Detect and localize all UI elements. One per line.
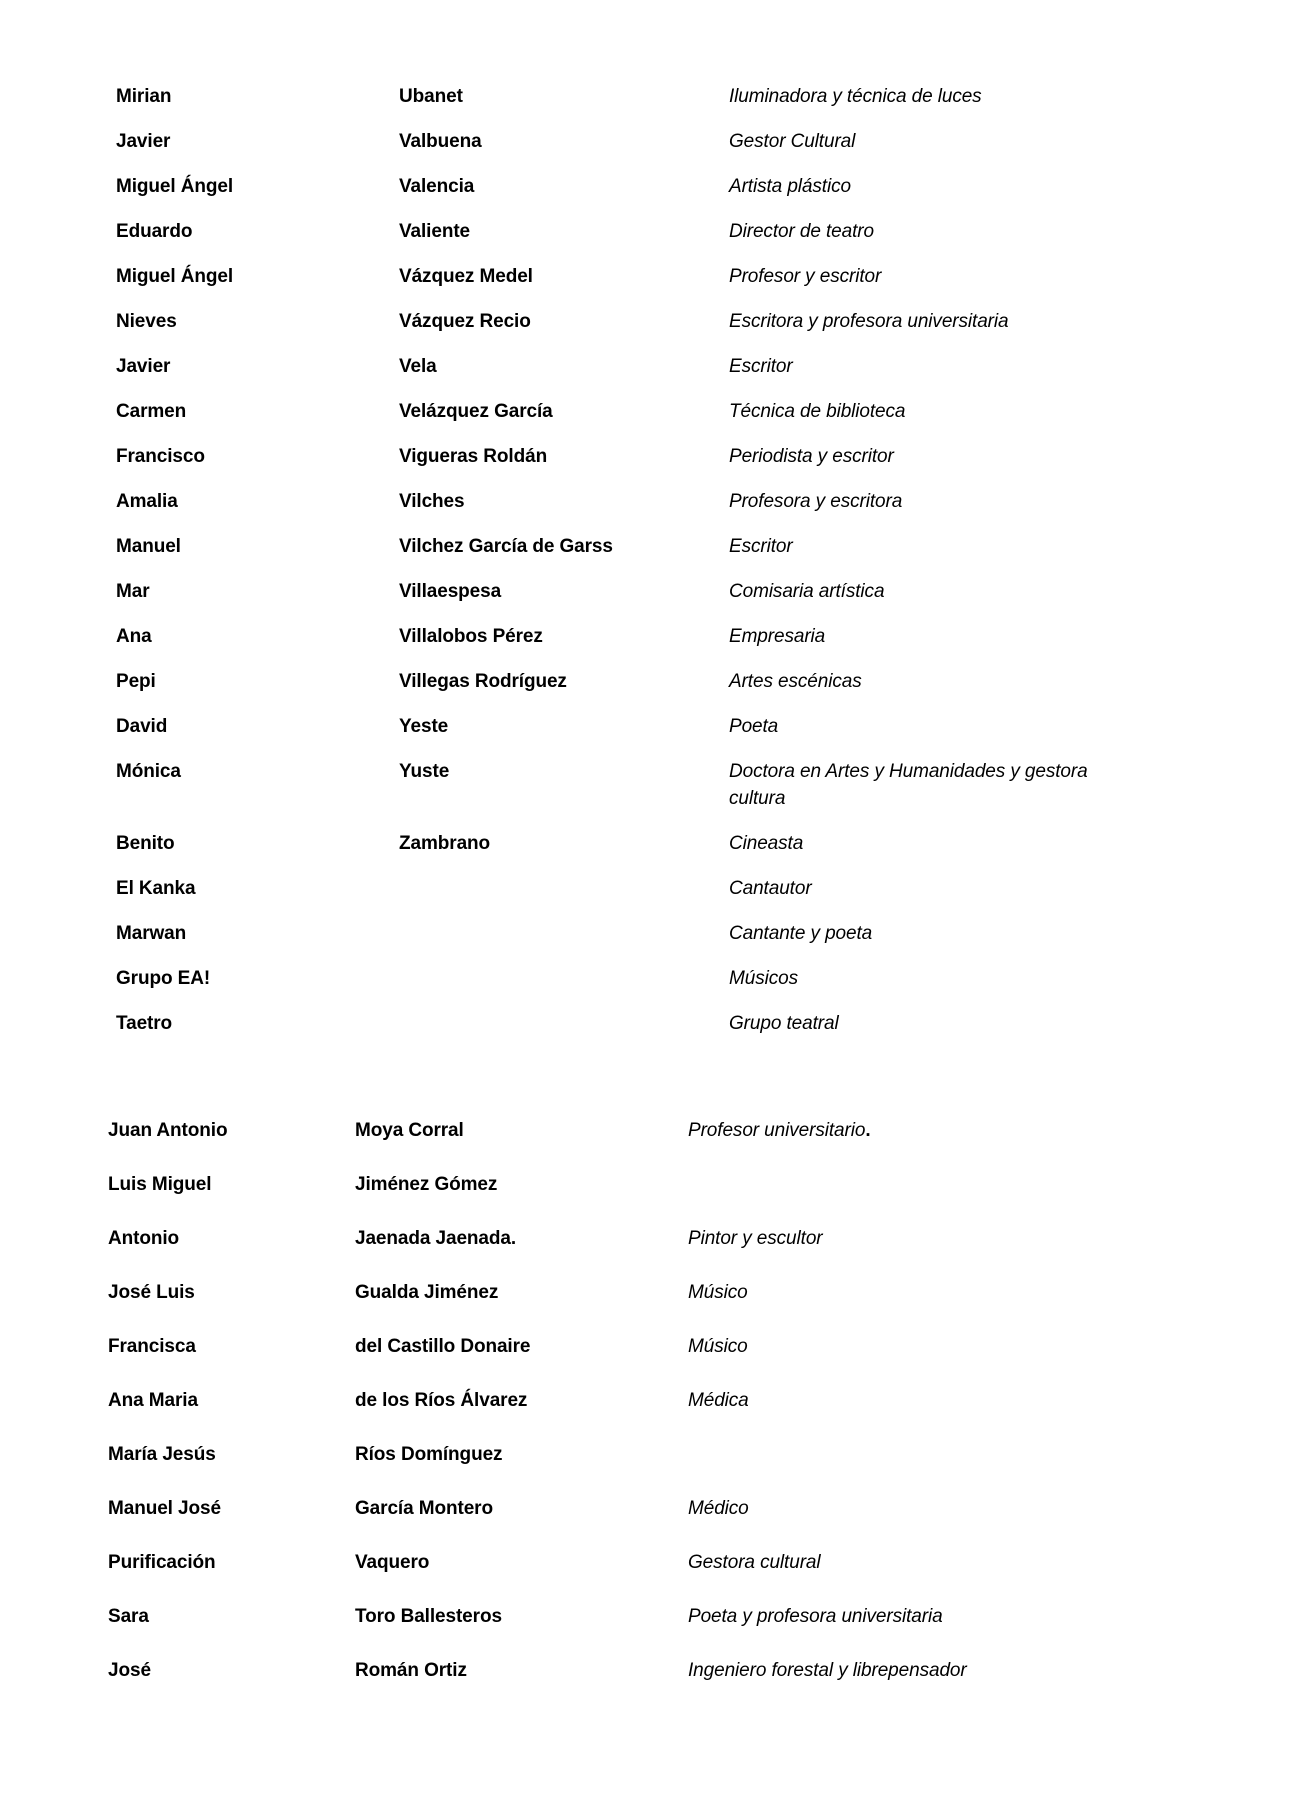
name-list-section-1 <box>116 83 1126 1055</box>
profession-cell <box>688 1657 1128 1684</box>
profession-text: Iluminadora y técnica de luces <box>729 86 982 107</box>
first-name-cell: Benito <box>116 833 175 854</box>
profession-cell <box>729 875 1119 902</box>
name-row <box>116 668 1126 695</box>
profession-text: Escritor <box>729 356 793 377</box>
first-name-cell: Carmen <box>116 401 187 422</box>
last-name-cell: Vaquero <box>355 1552 430 1573</box>
first-name-cell: Miguel Ángel <box>116 266 234 287</box>
profession-text: Técnica de biblioteca <box>729 401 906 422</box>
first-name-cell: Sara <box>108 1606 149 1627</box>
first-name-cell: Ana Maria <box>108 1390 198 1411</box>
profession-cell <box>729 173 1119 200</box>
last-name-cell: García Montero <box>355 1498 493 1519</box>
last-name-cell: Valbuena <box>399 131 482 152</box>
profession-text: Escritora y profesora universitaria <box>729 311 1009 332</box>
name-row <box>108 1387 1128 1414</box>
first-name-cell: El Kanka <box>116 878 196 899</box>
name-row <box>116 353 1126 380</box>
last-name-cell: Moya Corral <box>355 1120 464 1141</box>
last-name-cell: Zambrano <box>399 833 491 854</box>
last-name-cell: Vela <box>399 356 437 377</box>
last-name-cell: Jiménez Gómez <box>355 1174 498 1195</box>
profession-cell <box>688 1387 1128 1414</box>
name-row <box>116 443 1126 470</box>
first-name-cell: Miguel Ángel <box>116 176 234 197</box>
first-name-cell: Javier <box>116 131 171 152</box>
profession-cell <box>688 1333 1128 1360</box>
first-name-cell: Francisca <box>108 1336 196 1357</box>
profession-cell <box>688 1495 1128 1522</box>
name-row <box>108 1441 1128 1468</box>
profession-text: Artista plástico <box>729 176 851 197</box>
last-name-cell: Gualda Jiménez <box>355 1282 499 1303</box>
name-row <box>108 1333 1128 1360</box>
profession-text: Ingeniero forestal y librepensador <box>688 1660 967 1681</box>
profession-cell <box>729 668 1119 695</box>
last-name-cell: Valiente <box>399 221 471 242</box>
profession-cell <box>688 1279 1128 1306</box>
profession-text: Grupo teatral <box>729 1013 839 1034</box>
last-name-cell: Velázquez García <box>399 401 553 422</box>
profession-cell <box>729 713 1119 740</box>
profession-cell <box>729 830 1119 857</box>
profession-cell <box>729 578 1119 605</box>
name-row <box>116 965 1126 992</box>
profession-cell <box>729 218 1119 245</box>
last-name-cell: Villaespesa <box>399 581 502 602</box>
first-name-cell: Amalia <box>116 491 178 512</box>
last-name-cell: del Castillo Donaire <box>355 1336 531 1357</box>
name-list-section-2 <box>108 1117 1128 1711</box>
profession-cell <box>729 308 1119 335</box>
profession-cell <box>688 1117 1128 1144</box>
profession-suffix: . <box>865 1120 871 1141</box>
profession-cell <box>729 488 1119 515</box>
last-name-cell: Valencia <box>399 176 475 197</box>
profession-text: Cantante y poeta <box>729 923 873 944</box>
last-name-cell: Toro Ballesteros <box>355 1606 502 1627</box>
first-name-cell: Luis Miguel <box>108 1174 212 1195</box>
last-name-cell: Vigueras Roldán <box>399 446 548 467</box>
name-row <box>116 623 1126 650</box>
first-name-cell: Purificación <box>108 1552 216 1573</box>
name-row <box>116 398 1126 425</box>
profession-cell <box>729 1010 1119 1037</box>
first-name-cell: Grupo EA! <box>116 968 211 989</box>
name-row <box>108 1603 1128 1630</box>
last-name-cell: Jaenada Jaenada. <box>355 1228 517 1249</box>
last-name-cell: Vilches <box>399 491 465 512</box>
profession-text: Doctora en Artes y Humanidades y gestora cultura <box>729 761 1088 809</box>
first-name-cell: Ana <box>116 626 152 647</box>
name-row <box>108 1279 1128 1306</box>
first-name-cell: María Jesús <box>108 1444 216 1465</box>
name-row <box>116 488 1126 515</box>
profession-cell <box>729 623 1119 650</box>
profession-text: Profesora y escritora <box>729 491 903 512</box>
profession-cell <box>729 83 1119 110</box>
profession-text: Músico <box>688 1282 748 1303</box>
last-name-cell: Ríos Domínguez <box>355 1444 503 1465</box>
last-name-cell: Vázquez Recio <box>399 311 531 332</box>
first-name-cell: José Luis <box>108 1282 195 1303</box>
profession-cell <box>729 533 1119 560</box>
profession-cell <box>688 1603 1128 1630</box>
profession-cell <box>688 1549 1128 1576</box>
first-name-cell: José <box>108 1660 151 1681</box>
name-row <box>116 263 1126 290</box>
name-row <box>116 218 1126 245</box>
name-row <box>116 173 1126 200</box>
first-name-cell: Juan Antonio <box>108 1120 228 1141</box>
name-row <box>116 83 1126 110</box>
last-name-cell: de los Ríos Álvarez <box>355 1390 528 1411</box>
name-row <box>116 920 1126 947</box>
name-row <box>116 713 1126 740</box>
profession-text: Escritor <box>729 536 793 557</box>
last-name-cell: Villegas Rodríguez <box>399 671 567 692</box>
profession-text: Comisaria artística <box>729 581 885 602</box>
last-name-cell: Yeste <box>399 716 449 737</box>
first-name-cell: Mirian <box>116 86 172 107</box>
profession-text: Pintor y escultor <box>688 1228 823 1249</box>
last-name-cell: Román Ortiz <box>355 1660 467 1681</box>
name-row <box>116 758 1126 812</box>
name-row <box>116 1010 1126 1037</box>
profession-text: Médica <box>688 1390 749 1411</box>
name-row <box>116 875 1126 902</box>
last-name-cell: Yuste <box>399 761 450 782</box>
profession-text: Empresaria <box>729 626 826 647</box>
profession-cell <box>729 128 1119 155</box>
first-name-cell: Mar <box>116 581 150 602</box>
profession-text: Poeta y profesora universitaria <box>688 1606 943 1627</box>
name-row <box>108 1549 1128 1576</box>
profession-text: Gestora cultural <box>688 1552 821 1573</box>
first-name-cell: Nieves <box>116 311 177 332</box>
profession-text: Artes escénicas <box>729 671 862 692</box>
name-row <box>116 308 1126 335</box>
first-name-cell: Antonio <box>108 1228 180 1249</box>
first-name-cell: Javier <box>116 356 171 377</box>
name-row <box>116 533 1126 560</box>
profession-text: Músicos <box>729 968 798 989</box>
last-name-cell: Vázquez Medel <box>399 266 533 287</box>
last-name-cell: Ubanet <box>399 86 463 107</box>
profession-text: Cantautor <box>729 878 812 899</box>
first-name-cell: Pepi <box>116 671 156 692</box>
first-name-cell: Marwan <box>116 923 187 944</box>
first-name-cell: Manuel José <box>108 1498 221 1519</box>
first-name-cell: Francisco <box>116 446 205 467</box>
profession-text: Periodista y escritor <box>729 446 894 467</box>
profession-text: Gestor Cultural <box>729 131 856 152</box>
last-name-cell: Villalobos Pérez <box>399 626 543 647</box>
first-name-cell: Taetro <box>116 1013 173 1034</box>
profession-text: Director de teatro <box>729 221 874 242</box>
name-row <box>108 1657 1128 1684</box>
profession-cell <box>729 353 1119 380</box>
name-row <box>116 128 1126 155</box>
profession-text: Músico <box>688 1336 748 1357</box>
profession-cell <box>729 398 1119 425</box>
name-row <box>108 1171 1128 1198</box>
profession-text: Cineasta <box>729 833 804 854</box>
first-name-cell: Mónica <box>116 761 181 782</box>
profession-text: Profesor y escritor <box>729 266 882 287</box>
profession-text: Médico <box>688 1498 749 1519</box>
first-name-cell: Manuel <box>116 536 181 557</box>
name-row <box>116 830 1126 857</box>
name-row <box>108 1225 1128 1252</box>
profession-text: Poeta <box>729 716 779 737</box>
profession-cell <box>729 443 1119 470</box>
profession-cell <box>729 920 1119 947</box>
profession-cell <box>729 263 1119 290</box>
profession-cell <box>729 758 1119 812</box>
first-name-cell: David <box>116 716 168 737</box>
last-name-cell: Vilchez García de Garss <box>399 536 613 557</box>
first-name-cell: Eduardo <box>116 221 193 242</box>
name-row <box>108 1117 1128 1144</box>
profession-cell <box>688 1225 1128 1252</box>
name-row <box>108 1495 1128 1522</box>
name-row <box>116 578 1126 605</box>
profession-text: Profesor universitario <box>688 1120 866 1141</box>
profession-cell <box>729 965 1119 992</box>
